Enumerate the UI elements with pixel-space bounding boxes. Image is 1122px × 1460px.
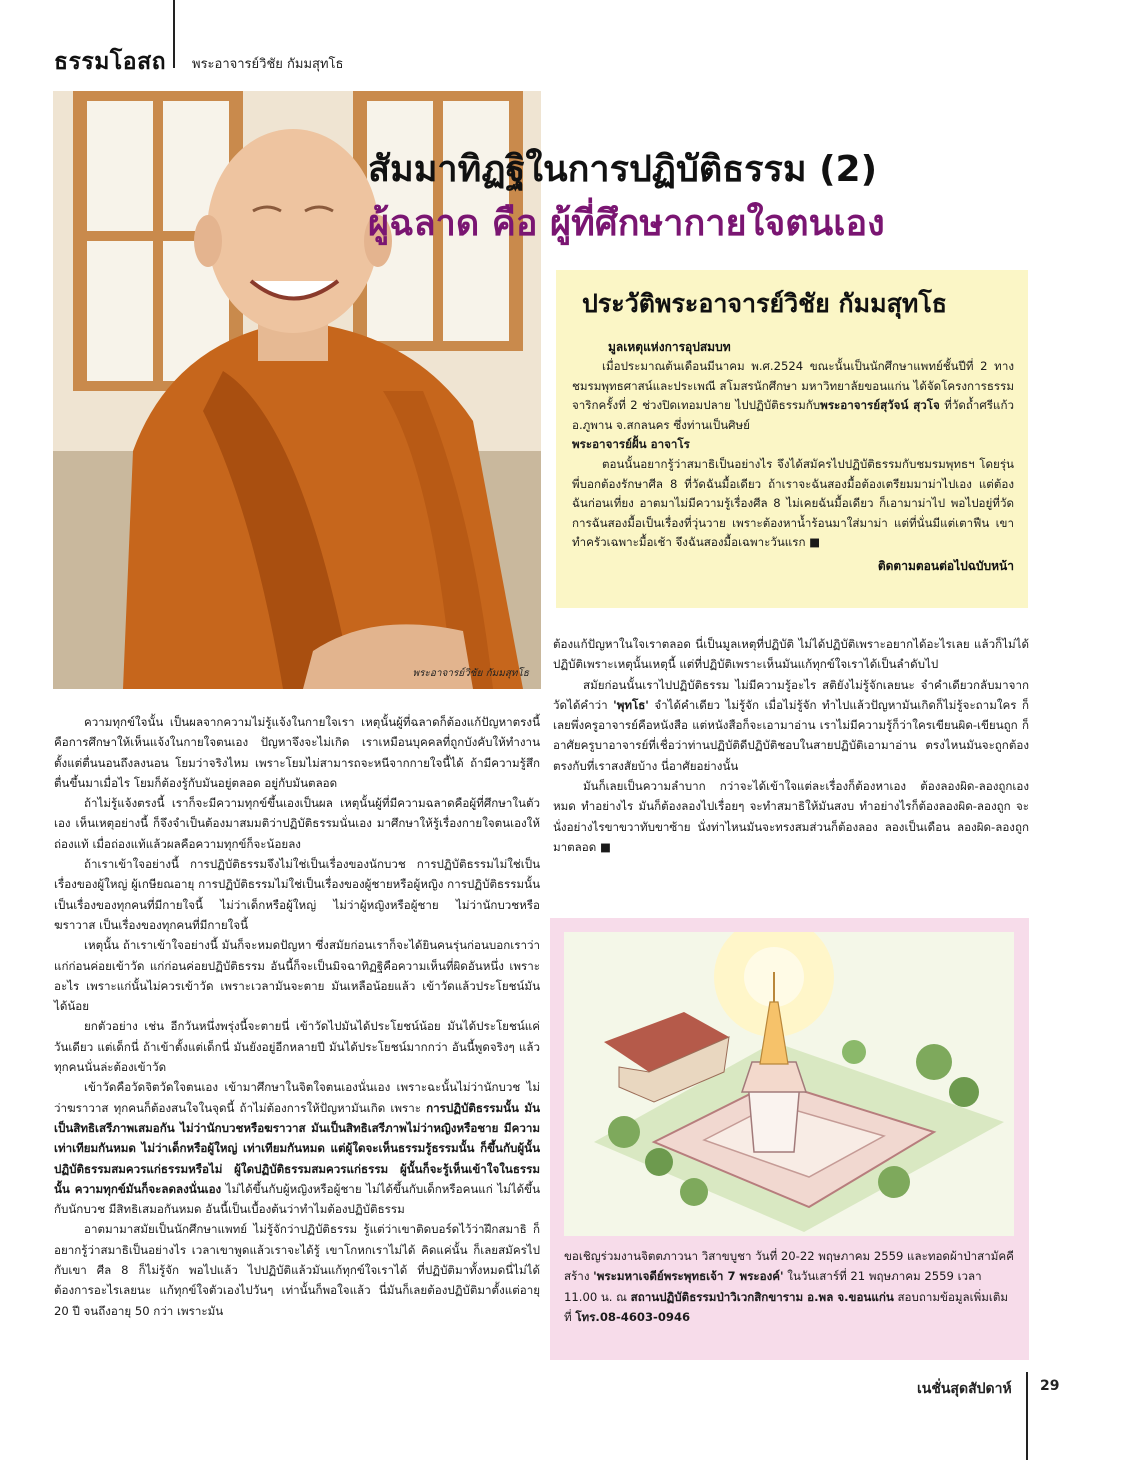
event-panel — [550, 918, 1029, 1360]
event-stupa-name: 'พระมหาเจดีย์พระพุทธเจ้า 7 พระองค์' — [593, 1269, 784, 1284]
footer-divider — [1026, 1372, 1028, 1460]
body-paragraph: ความทุกข์ใจนั้น เป็นผลจากความไม่รู้แจ้งในกายใจเรา เหตุนั้นผู้ที่ฉลาดก็ต้องแก้ปัญหาตรงนี้ คือการศึกษาให้เห็นแจ้งในกายใจตนเอง ปัญหาจึงจะไม่เกิด เราเหมือนบุคคลที่ถูกบังคับให้ทำงานตั้งแต่ตื่นนอนถึงลงนอน โยมว่าจริงไหม เพราะโยมไม่สามารถจะหนีจากกายใจนี้ได้ ถ้ามีความรู้สึกตื่นขึ้นมาเมื่อไร โยมก็ต้องรู้กับมันอยู่ตลอด อยู่กับมันตลอด — [54, 715, 540, 790]
bio-text: เมื่อประมาณต้นเดือนมีนาคม พ.ศ.2524 ขณะนั้นเป็นนักศึกษาแพทย์ชั้นปีที่ 2 ทางชมรมพุทธศาสน์และประเพณี สโมสรนักศึกษา มหาวิทยาลัยขอนแก่น ได้จัดโครงการธรรมจาริกครั้งที่ 2 ช่วงปิดเทอมปลาย ไปปฏิบัติธรรมกับ — [572, 359, 1014, 413]
body-emphasis: 'พุทโธ' — [613, 697, 649, 712]
bio-continue-note: ติดตามตอนต่อไปฉบับหน้า — [877, 558, 1014, 573]
article-subtitle: ผู้ฉลาด คือ ผู้ที่ศึกษากายใจตนเอง — [368, 203, 885, 244]
body-paragraph: อาตมามาสมัยเป็นนักศึกษาแพทย์ ไม่รู้จักว่าปฏิบัติธรรม รู้แต่ว่าเขาติดบอร์ดไว้ว่าฝึกสมาธิ ก็อยากรู้ว่าสมาธิเป็นอย่างไร เวลาเขาพูดแล้วเราจะได้รู้ เขาโกหกเราไม่ได้ คิดแค่นั้น ก็เลยสมัครไปกับเขา ศีล 8 ก็ไม่รู้จัก พอไปแล้ว ไปปฏิบัติแล้วมันแก้ทุกข์ใจเราได้ ที่ปฏิบัติมาทั้งหมดนี่ไม่ได้ต้องการอะไรเลยนะ แก้ทุกข์ใจตัวเองไปวันๆ เท่านั้นก็พอใจแล้ว นี่มันก็เลยต้องปฏิบัติมาตั้งแต่อายุ 20 ปี จนถึงอายุ 50 กว่า เพราะมัน — [54, 1222, 540, 1318]
section-name: ธรรมโอสถ — [54, 49, 167, 75]
body-paragraph: มันก็เลยเป็นความลำบาก กว่าจะได้เข้าใจแต่ละเรื่องก็ต้องหาเอง ต้องลองผิด-ลองถูกเองหมด ทำอย่างไร มันก็ต้องลองไปเรื่อยๆ จะทำสมาธิให้มันสงบ ทำอย่างไรก็ต้องลองผิด-ลองถูก จะนั่งอย่างไรขาขวาทับขาซ้าย นั่งท่าไหนมันจะทรงสมส่วนก็ต้องลอง ลองเป็นเดือน ลองผิด-ลองถูกมาตลอด ■ — [553, 779, 1029, 854]
bio-title: ประวัติพระอาจารย์วิชัย กัมมสุทโธ — [582, 289, 948, 318]
event-caption-text: ในวันเสาร์ที่ 21 พฤษภาคม 2559 เวลา 11.00 น. ณ — [564, 1269, 982, 1304]
body-text: ไม่ได้ขึ้นกับผู้หญิงหรือผู้ชาย ไม่ได้ขึ้นกับเด็กหรือคนแก่ ไม่ได้ขึ้นกับนักบวช มีสิทธิเสมอกันหมด อันนี้เป็นเบื้องต้นว่าทำไมต้องปฏิบัติธรรม — [54, 1181, 540, 1217]
body-text: เข้าวัดคือวัดจิตวัดใจตนเอง เข้ามาศึกษาในจิตใจตนเองนั่นเอง เพราะฉะนั้นไม่ว่านักบวช ไม่ว่าฆราวาส ทุกคนก็ต้องสนใจในจุดนี้ ถ้าไม่ต้องการให้ปัญหามันเกิด เพราะ — [54, 1080, 540, 1115]
body-paragraph: ต้องแก้ปัญหาในใจเราตลอด นี่เป็นมูลเหตุที่ปฏิบัติ ไม่ได้ปฏิบัติเพราะอยากได้อะไรเลย แล้วก็ไม่ได้ปฏิบัติเพราะเหตุนั้นเหตุนี้ แต่ที่ปฏิบัติเพราะเห็นมันแก้ทุกข์ใจเราได้เป็นลำดับไป — [553, 637, 1029, 672]
header-divider — [173, 0, 175, 68]
page-number: 29 — [1040, 1378, 1060, 1394]
event-phone: โทร.08-4603-0946 — [575, 1309, 691, 1324]
magazine-name: เนชั่นสุดสัปดาห์ — [917, 1381, 1012, 1397]
photo-caption: พระอาจารย์วิชัย กัมมสุทโธ — [412, 668, 529, 679]
body-text: จำได้คำเดียว ไม่รู้จัก เมื่อไม่รู้จัก ทำไปแล้วปัญหามันเกิดก็ไม่รู้จะถามใคร ก็เลยพึ่งครูอาจารย์คือหนังสือ แต่หนังสือก็จะเอามาอ่าน เราไม่มีความรู้ก็ว่าใครเขียนผิด-เขียนถูก ก็อาศัยครูบาอาจารย์ที่เชื่อว่าท่านปฏิบัติดีปฏิบัติชอบในสายปฏิบัติเอามาอ่าน ตรงไหนมันจะถูกต้องตรงกับที่เราสงสัยบ้าง นี่อาศัยอย่างนั้น — [553, 697, 1029, 773]
event-caption-text: สอบถามข้อมูลเพิ่มเติมที่ — [564, 1289, 1009, 1324]
body-paragraph — [54, 1077, 540, 1219]
event-venue: สถานปฏิบัติธรรมป่าวิเวกสิกขาราม อ.พล จ.ขอนแก่น — [630, 1289, 894, 1304]
stupa-illustration — [564, 932, 1014, 1236]
body-paragraph: ยกตัวอย่าง เช่น อีกวันหนึ่งพรุ่งนี้จะตายนี่ เข้าวัดไปมันได้ประโยชน์น้อย มันได้ประโยชน์แค่วันเดียว แต่เด็กนี่ ถ้าเข้าตั้งแต่เด็กนี่ มันยังอยู่อีกหลายปี มันได้ประโยชน์มากกว่า อันนี้พูดจริงๆ แล้วทุกคนนั่นล่ะต้องเข้าวัด — [54, 1019, 540, 1075]
bio-teacher-name: พระอาจารย์ฝั้น อาจาโร — [572, 437, 690, 452]
bio-paragraph: ตอนนั้นอยากรู้ว่าสมาธิเป็นอย่างไร จึงได้สมัครไปปฏิบัติธรรมกับชมรมพุทธฯ โดยรุ่นพี่บอกต้องรักษาศีล 8 ที่วัดฉันมื้อเดียว ถ้าเราจะฉันสองมื้อต้องเตรียมมาม่าไปเอง แต่ต้องฉันก่อนเที่ยง อาตมาไม่มีความรู้เรื่องศีล 8 ไม่เคยฉันมื้อเดียว ก็เอามาม่าไป พอไปอยู่ที่วัดการฉันสองมื้อเป็นเรื่องที่วุ่นวาย เพราะต้องหาน้ำร้อนมาใส่มาม่า แต่ที่นั่นมีแต่เตาฟืน เขาทำครัวเฉพาะมื้อเช้า จึงฉันสองมื้อเฉพาะวันแรก ■ — [572, 456, 1014, 550]
body-paragraph: ถ้าไม่รู้แจ้งตรงนี้ เราก็จะมีความทุกข์ขึ้นเองเป็นผล เหตุนั้นผู้ที่มีความฉลาดคือผู้ที่ศึกษาในตัวเอง เห็นเหตุอย่างนี้ ก็จึงจำเป็นต้องมาสมมติว่าปฏิบัติธรรมนั่นเอง มาศึกษาให้รู้เรื่องกายใจตนเองให้ถ่องแท้ เมื่อถ่องแท้แล้วผลคือความทุกข์ก็จะน้อยลง — [54, 796, 540, 851]
event-caption-text: ขอเชิญร่วมงานจิตตภาวนา วิสาขบูชา วันที่ 20-22 พฤษภาคม 2559 และทอดผ้าป่าสามัคคี สร้าง — [564, 1249, 1014, 1284]
body-text: สมัยก่อนนั้นเราไปปฏิบัติธรรม ไม่มีความรู้อะไร สติยังไม่รู้จักเลยนะ จำคำเดียวกลับมาจากวัดได้คำว่า — [553, 677, 1029, 712]
article-right-column — [553, 634, 1029, 857]
bio-paragraph — [572, 357, 1014, 455]
bio-text: ที่วัดถ้ำศรีแก้ว อ.ภูพาน จ.สกลนคร ซึ่งท่านเป็นศิษย์ — [572, 398, 1014, 432]
header-author: พระอาจารย์วิชัย กัมมสุทโธ — [192, 57, 344, 72]
bio-teacher-name: พระอาจารย์สุวัจน์ สุวโจ — [820, 398, 940, 413]
event-caption — [564, 1246, 1014, 1327]
body-emphasis: การปฏิบัติธรรมนั้น มันเป็นสิทธิเสรีภาพเสมอกัน ไม่ว่านักบวชหรือฆราวาส มันเป็นสิทธิเสรีภาพไม่ว่าหญิงหรือชาย มีความเท่าเทียมกันหมด ไม่ว่าเด็กหรือผู้ใหญ่ เท่าเทียมกันหมด แต่ผู้ใดจะเห็นธรรมรู้ธรรมนั้น ก็ขึ้นกับผู้นั้นปฏิบัติธรรมสมควรแก่ธรรมหรือไม่ ผู้ใดปฏิบัติธรรมสมควรแก่ธรรม ผู้นั้นก็จะรู้เห็นเข้าใจในธรรมนั้น ความทุกข์มันก็จะลดลงนั่นเอง — [54, 1100, 541, 1196]
article-title: สัมมาทิฏฐิในการปฏิบัติธรรม (2) — [368, 149, 878, 190]
body-paragraph — [553, 675, 1029, 776]
bio-box — [556, 270, 1028, 608]
body-paragraph: ถ้าเราเข้าใจอย่างนี้ การปฏิบัติธรรมจึงไม่ใช่เป็นเรื่องของนักบวช การปฏิบัติธรรมไม่ใช่เป็นเรื่องของผู้ใหญ่ ผู้เกษียณอายุ การปฏิบัติธรรมไม่ใช่เป็นเรื่องของผู้ชายหรือผู้หญิง การปฏิบัติธรรมนั้นเป็นเรื่องของทุกคนที่มีกายใจนี้ ไม่ว่าเด็กหรือผู้ใหญ่ ไม่ว่าผู้หญิงหรือผู้ชาย ไม่ว่านักบวชหรือฆราวาส เป็นเรื่องของทุกคนที่มีกายใจนี้ — [54, 857, 540, 932]
bio-subtitle: มูลเหตุแห่งการอุปสมบท — [608, 340, 731, 354]
body-paragraph: เหตุนั้น ถ้าเราเข้าใจอย่างนี้ มันก็จะหมดปัญหา ซึ่งสมัยก่อนเราก็จะได้ยินคนรุ่นก่อนบอกเราว่า แก่ก่อนค่อยเข้าวัด แก่ก่อนค่อยปฏิบัติธรรม อันนี้ก็จะเป็นมิจฉาทิฏฐิคือความเห็นที่ผิดอันหนึ่ง เพราะอะไร เพราะแก่นั้นไม่ควรเข้าวัด เพราะเวลามันจะตาย มันเหลือน้อยแล้ว เข้าวัดแล้วประโยชน์มันได้น้อย — [54, 938, 540, 1014]
article-left-column — [54, 712, 540, 1321]
